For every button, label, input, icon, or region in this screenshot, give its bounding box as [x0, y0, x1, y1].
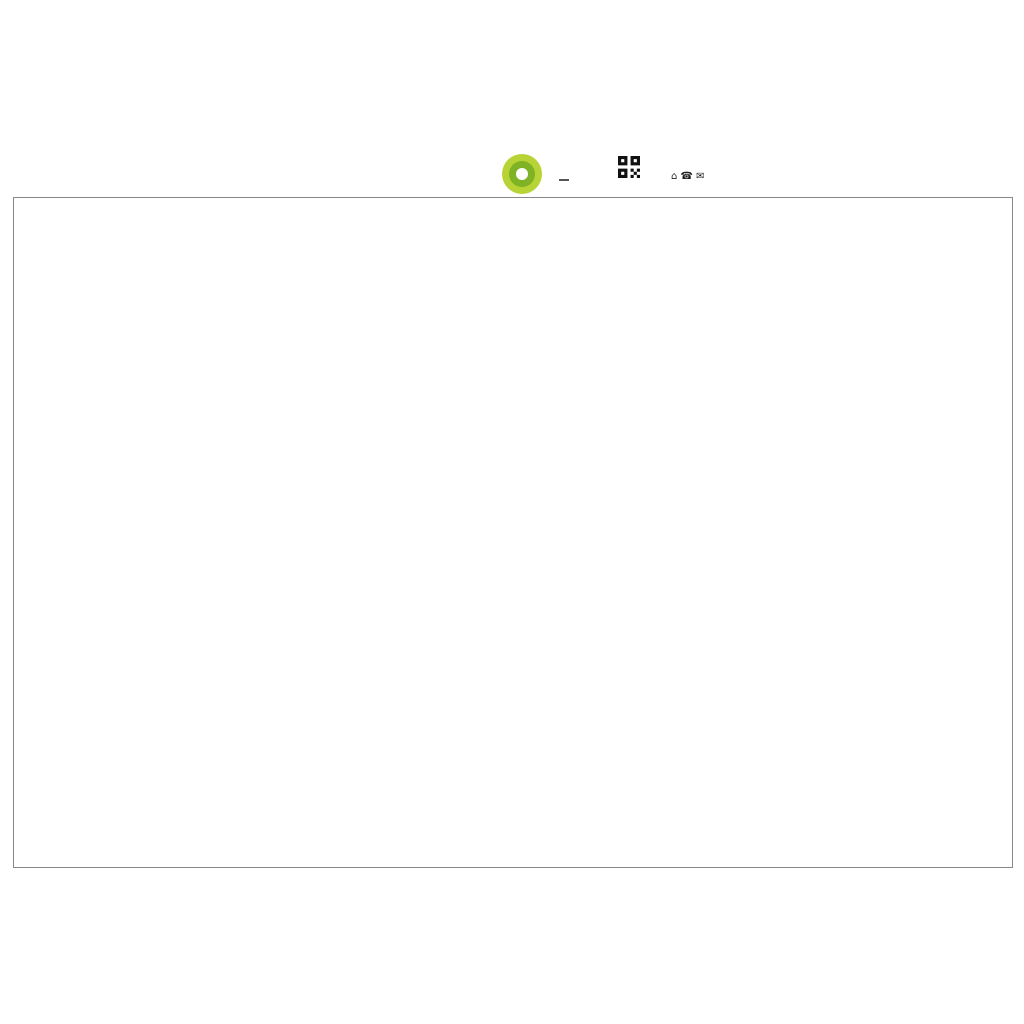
schedule-grid: [13, 197, 1013, 868]
lotus-logo-icon: [499, 152, 545, 196]
contact-line: ⌂ ☎ ✉: [671, 171, 705, 182]
studio-name: [559, 179, 569, 181]
header: [13, 150, 1013, 196]
qr-code-icon[interactable]: [618, 156, 640, 178]
